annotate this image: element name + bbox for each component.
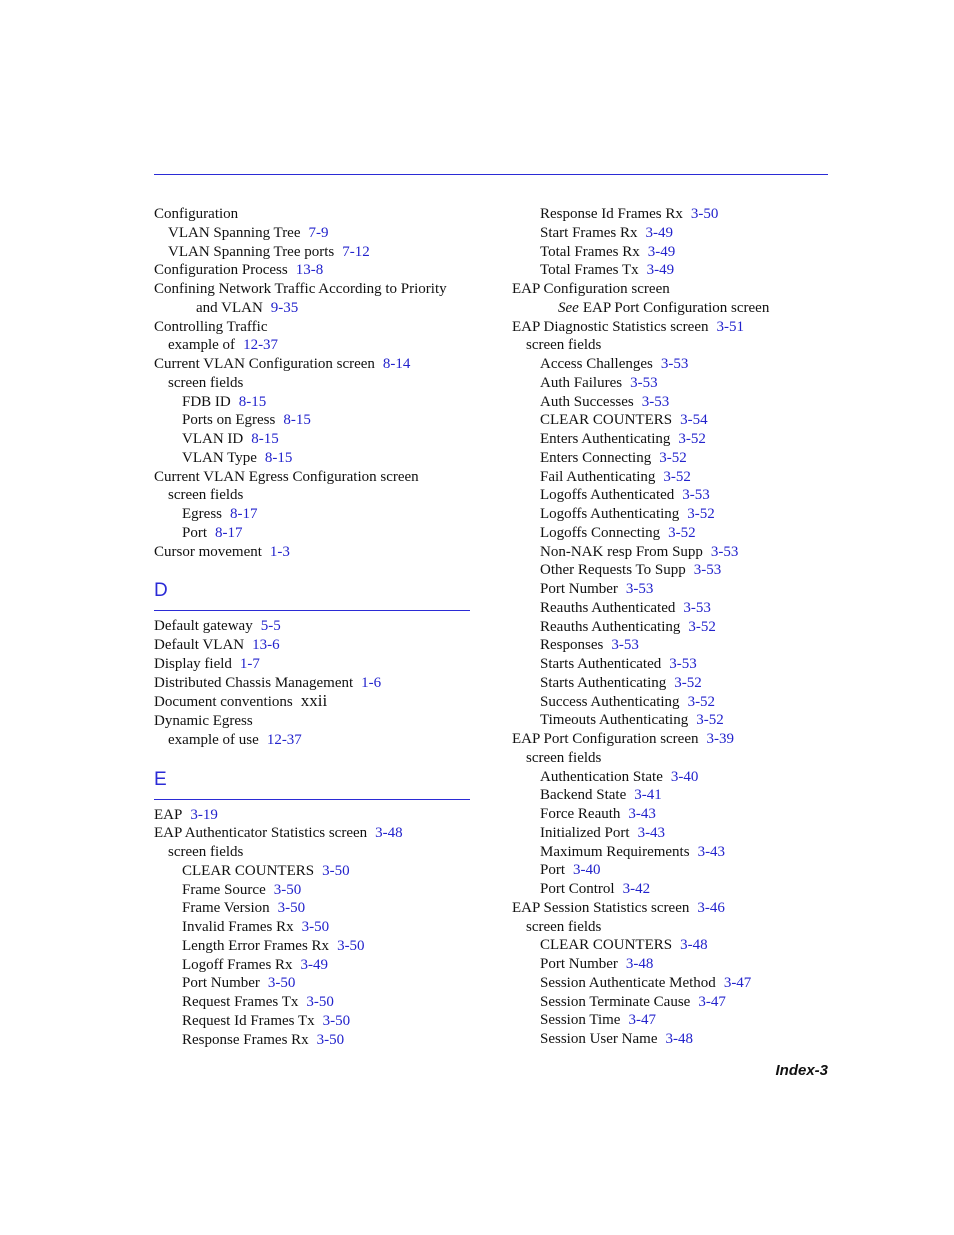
index-entry	[154, 655, 470, 674]
index-entry	[512, 505, 832, 524]
index-entry	[154, 336, 470, 355]
index-term: Response Frames Rx	[182, 1031, 309, 1048]
index-term: EAP Session Statistics screen	[512, 899, 690, 916]
index-entry	[512, 299, 832, 318]
index-entry	[154, 731, 470, 750]
index-entry	[512, 580, 832, 599]
index-entry	[512, 824, 832, 843]
page-reference-link[interactable]: 3-49	[647, 243, 676, 260]
index-term: Default VLAN	[154, 637, 245, 653]
index-entry	[154, 468, 470, 487]
section-rule-e	[154, 799, 470, 800]
index-term: Logoffs Authenticated	[540, 487, 675, 504]
page-reference-link[interactable]: 8-15	[251, 431, 279, 447]
page-reference-link[interactable]: 3-47	[723, 974, 752, 991]
section-letter-e: E	[154, 768, 167, 790]
index-term: example of use	[168, 731, 259, 748]
page-reference-link[interactable]: 3-43	[628, 806, 656, 822]
index-entry	[512, 1030, 832, 1049]
index-entry	[512, 486, 832, 505]
page-reference-link[interactable]: 3-52	[678, 431, 706, 447]
page-reference-link[interactable]: 3-53	[625, 581, 654, 597]
page-reference-link[interactable]: 3-40	[573, 862, 601, 879]
index-term: EAP Configuration screen	[512, 281, 670, 297]
page-reference-link[interactable]: 12-37	[266, 731, 302, 748]
index-entry	[154, 806, 470, 825]
index-term: Enters Connecting	[540, 449, 652, 466]
index-entry	[512, 1011, 832, 1030]
page-reference-link[interactable]: 3-19	[190, 806, 218, 823]
page-reference-link[interactable]: 3-53	[641, 393, 670, 410]
index-term: Total Frames Tx	[540, 262, 639, 279]
index-term: CLEAR COUNTERS	[182, 862, 315, 879]
page-reference-link[interactable]: 3-53	[710, 543, 739, 560]
index-entry	[512, 655, 832, 674]
see-reference-label: See	[558, 299, 579, 316]
page-reference-link[interactable]: 12-37	[243, 337, 279, 354]
page-reference-link[interactable]: 3-53	[693, 562, 722, 579]
page-reference-link[interactable]: 3-50	[337, 937, 365, 954]
index-entry	[512, 261, 832, 280]
index-term: Port Number	[540, 956, 618, 972]
index-entry	[512, 524, 832, 543]
index-entry	[512, 280, 832, 299]
header-rule	[154, 174, 828, 175]
index-term: Logoff Frames Rx	[182, 956, 293, 973]
page-reference-link[interactable]: 3-50	[267, 975, 296, 992]
index-term: FDB ID	[182, 393, 231, 410]
index-entry	[154, 636, 470, 655]
page-reference-link[interactable]: 3-54	[680, 412, 708, 429]
index-term: Port	[540, 862, 566, 879]
index-term: Reauths Authenticating	[540, 618, 681, 635]
index-term: Egress	[182, 506, 222, 522]
index-term: and VLAN	[196, 299, 263, 316]
index-term: Success Authenticating	[540, 693, 680, 710]
index-term: Confining Network Traffic According to Priority	[154, 281, 447, 297]
index-term: Session Time	[540, 1012, 621, 1029]
page-reference-link[interactable]: 3-50	[301, 919, 330, 935]
page-reference-link[interactable]: 3-50	[273, 881, 302, 898]
index-term: Request Frames Tx	[182, 994, 299, 1010]
index-entry	[154, 355, 470, 374]
index-entry	[154, 843, 470, 862]
index-entry	[512, 393, 832, 412]
page-reference-link[interactable]: 3-41	[634, 787, 662, 804]
index-term: screen fields	[168, 374, 244, 391]
index-term: Cursor movement	[154, 543, 262, 560]
index-entry	[154, 974, 470, 993]
page-reference-link[interactable]: 3-43	[637, 824, 666, 841]
index-term: Display field	[154, 655, 232, 672]
index-term: Start Frames Rx	[540, 224, 638, 241]
page-reference-link[interactable]: 13-6	[252, 637, 280, 653]
page-reference-link[interactable]: 1-7	[239, 655, 260, 672]
index-entry	[512, 411, 832, 430]
index-group-c	[154, 205, 470, 561]
index-term: Session Authenticate Method	[540, 974, 716, 991]
index-entry	[512, 899, 832, 918]
index-term: screen fields	[168, 487, 244, 504]
page-reference-link[interactable]: 3-47	[628, 1012, 656, 1029]
index-entry	[512, 561, 832, 580]
page-reference-link[interactable]: 3-50	[322, 862, 350, 879]
page-reference-link[interactable]: 3-53	[611, 637, 639, 654]
index-entry	[512, 861, 832, 880]
page-number: Index-3	[775, 1062, 828, 1079]
index-entry	[154, 430, 470, 449]
page-reference-link[interactable]: 3-52	[674, 674, 702, 691]
index-entry	[512, 974, 832, 993]
section-letter-d: D	[154, 580, 168, 602]
index-term: Frame Source	[182, 881, 266, 898]
index-term: Logoffs Authenticating	[540, 506, 680, 522]
index-entry	[154, 449, 470, 468]
index-column-left	[154, 205, 470, 1049]
index-entry	[154, 918, 470, 937]
index-term: Response Id Frames Rx	[540, 206, 683, 222]
index-entry	[154, 205, 470, 224]
index-entry	[512, 468, 832, 487]
index-term: Default gateway	[154, 618, 253, 635]
page-reference-link[interactable]: 3-53	[683, 599, 711, 616]
index-term: Request Id Frames Tx	[182, 1012, 315, 1029]
page-reference-link[interactable]: 3-52	[688, 618, 716, 635]
page-reference-link[interactable]: 3-48	[375, 825, 403, 842]
page-reference-link[interactable]: 13-8	[295, 262, 324, 279]
index-entry	[154, 374, 470, 393]
index-term: EAP Authenticator Statistics screen	[154, 825, 368, 842]
index-term: Access Challenges	[540, 356, 653, 372]
index-term: Port	[182, 524, 208, 541]
index-term: EAP Port Configuration screen	[582, 299, 770, 316]
page-reference-link[interactable]: 3-46	[697, 899, 725, 916]
index-entry	[512, 449, 832, 468]
page-reference-link[interactable]: 3-53	[660, 356, 689, 372]
index-term: Maximum Requirements	[540, 843, 690, 860]
index-term: Starts Authenticating	[540, 674, 667, 691]
index-entry	[512, 843, 832, 862]
index-term: Reauths Authenticated	[540, 599, 676, 616]
index-entry	[512, 355, 832, 374]
index-term: EAP Port Configuration screen	[512, 731, 699, 747]
index-entry	[512, 336, 832, 355]
index-entry	[512, 880, 832, 899]
page-reference: xxii	[300, 691, 328, 711]
page-reference-link[interactable]: 3-48	[625, 956, 654, 972]
index-term: Authentication State	[540, 768, 663, 785]
index-column-right	[512, 205, 832, 1049]
index-term: screen fields	[526, 918, 602, 935]
index-entry	[154, 1031, 470, 1050]
index-entry	[154, 881, 470, 900]
page-reference-link[interactable]: 3-49	[646, 262, 675, 279]
index-term: Force Reauth	[540, 806, 621, 822]
page-reference-link[interactable]: 8-17	[215, 524, 243, 541]
page-reference-link[interactable]: 3-53	[682, 487, 710, 504]
index-entry	[512, 543, 832, 562]
index-entry	[154, 712, 470, 731]
index-entry	[512, 955, 832, 974]
index-term: Responses	[540, 637, 604, 654]
index-term: Session User Name	[540, 1031, 658, 1047]
page-reference-link[interactable]: 3-40	[670, 768, 699, 785]
index-term: EAP Diagnostic Statistics screen	[512, 318, 709, 335]
index-entry	[512, 730, 832, 749]
index-term: Configuration	[154, 206, 239, 222]
index-group-e	[154, 806, 470, 1050]
index-entry	[154, 937, 470, 956]
index-term: Distributed Chassis Management	[154, 674, 354, 691]
index-entry	[154, 224, 470, 243]
index-entry	[154, 862, 470, 881]
index-entry	[154, 318, 470, 337]
page-reference-link[interactable]: 8-17	[230, 506, 258, 522]
index-term: Controlling Traffic	[154, 318, 268, 335]
page-reference-link[interactable]: 3-43	[697, 843, 726, 860]
index-entry	[512, 205, 832, 224]
index-entry	[512, 693, 832, 712]
page-reference-link[interactable]: 7-12	[342, 243, 370, 260]
index-term: VLAN Type	[182, 449, 257, 466]
page-reference-link[interactable]: 3-52	[687, 693, 716, 710]
index-entry	[154, 505, 470, 524]
index-term: Auth Successes	[540, 393, 634, 410]
index-entry	[512, 674, 832, 693]
index-term: Backend State	[540, 787, 627, 804]
index-entry	[512, 786, 832, 805]
page-reference-link[interactable]: 3-50	[316, 1031, 345, 1048]
index-entry	[512, 768, 832, 787]
index-term: CLEAR COUNTERS	[540, 412, 673, 429]
page-reference-link[interactable]: 3-42	[622, 881, 651, 897]
index-term: Port Number	[182, 975, 260, 992]
index-entry	[154, 617, 470, 636]
index-term: VLAN Spanning Tree ports	[168, 243, 335, 260]
section-heading-e	[154, 769, 470, 806]
index-term: VLAN ID	[182, 431, 244, 447]
index-term: Current VLAN Configuration screen	[154, 356, 375, 372]
index-entry	[512, 936, 832, 955]
page-reference-link[interactable]: 9-35	[270, 299, 299, 316]
index-entry	[154, 486, 470, 505]
index-term: Frame Version	[182, 900, 270, 917]
index-term: example of	[168, 337, 236, 354]
page-reference-link[interactable]: 5-5	[260, 618, 281, 635]
index-term: Document conventions	[154, 694, 293, 711]
index-term: Configuration Process	[154, 262, 288, 279]
page-reference-link[interactable]: 3-52	[663, 468, 691, 485]
index-entry	[512, 618, 832, 637]
index-entry	[154, 543, 470, 562]
index-group-d	[154, 617, 470, 749]
index-term: Timeouts Authenticating	[540, 712, 689, 729]
index-term: Starts Authenticated	[540, 656, 662, 672]
page-reference-link[interactable]: 3-48	[665, 1031, 693, 1047]
page-reference-link[interactable]: 1-6	[361, 674, 382, 691]
index-term: Logoffs Connecting	[540, 524, 661, 541]
page-reference-link[interactable]: 8-15	[264, 449, 293, 466]
index-entry	[154, 899, 470, 918]
index-term: CLEAR COUNTERS	[540, 937, 673, 954]
page-reference-link[interactable]: 3-50	[277, 900, 306, 917]
page-reference-link[interactable]: 3-50	[322, 1012, 351, 1029]
index-entry	[154, 524, 470, 543]
index-term: Session Terminate Cause	[540, 993, 691, 1010]
index-entry	[512, 918, 832, 937]
page-reference-link[interactable]: 3-52	[668, 524, 696, 541]
page-reference-link[interactable]: 3-53	[630, 374, 658, 391]
index-term: Auth Failures	[540, 374, 623, 391]
index-entry	[154, 299, 470, 318]
index-term: screen fields	[526, 749, 602, 766]
index-entry	[154, 393, 470, 412]
page-reference-link[interactable]: 8-15	[283, 412, 311, 429]
index-entry	[512, 636, 832, 655]
index-entry	[512, 318, 832, 337]
index-entry	[154, 411, 470, 430]
index-term: VLAN Spanning Tree	[168, 224, 301, 241]
index-term: Other Requests To Supp	[540, 562, 686, 579]
index-term: EAP	[154, 806, 183, 823]
index-term: Port Number	[540, 581, 618, 597]
index-entry	[512, 993, 832, 1012]
page-reference-link[interactable]: 3-51	[716, 318, 744, 335]
index-term: screen fields	[168, 844, 244, 860]
page-reference-link[interactable]: 3-52	[687, 506, 715, 522]
section-rule-d	[154, 610, 470, 611]
index-term: screen fields	[526, 337, 602, 354]
index-entry	[154, 824, 470, 843]
page-reference-link[interactable]: 8-14	[382, 356, 411, 372]
index-entry	[154, 993, 470, 1012]
page-reference-link[interactable]: 8-15	[238, 393, 267, 410]
page-reference-link[interactable]: 3-52	[696, 712, 724, 729]
index-entry	[154, 692, 470, 712]
index-entry	[512, 243, 832, 262]
index-entry	[154, 243, 470, 262]
index-entry	[154, 261, 470, 280]
page-reference-link[interactable]: 3-47	[698, 993, 726, 1010]
index-term: Current VLAN Egress Configuration screen	[154, 468, 419, 485]
index-term: Length Error Frames Rx	[182, 937, 330, 954]
page-reference-link[interactable]: 3-49	[645, 224, 673, 241]
index-entry	[512, 711, 832, 730]
page-reference-link[interactable]: 1-3	[269, 543, 290, 560]
index-entry	[512, 374, 832, 393]
index-entry	[512, 749, 832, 768]
index-term: Dynamic Egress	[154, 713, 253, 729]
index-term: Ports on Egress	[182, 412, 276, 429]
index-term: Initialized Port	[540, 824, 630, 841]
index-term: Port Control	[540, 881, 615, 897]
index-entry	[154, 1012, 470, 1031]
index-entry	[512, 224, 832, 243]
index-entry	[512, 599, 832, 618]
index-entry	[512, 805, 832, 824]
page-reference-link[interactable]: 3-48	[680, 937, 708, 954]
index-term: Non-NAK resp From Supp	[540, 543, 703, 560]
index-term: Total Frames Rx	[540, 243, 640, 260]
index-term: Fail Authenticating	[540, 468, 656, 485]
page-reference-link[interactable]: 7-9	[308, 224, 329, 241]
index-entry	[154, 956, 470, 975]
page-reference-link[interactable]: 3-39	[706, 731, 734, 747]
index-entry	[512, 430, 832, 449]
page-reference-link[interactable]: 3-52	[659, 449, 687, 466]
page-reference-link[interactable]: 3-53	[669, 656, 697, 672]
index-term: Enters Authenticating	[540, 431, 671, 447]
section-heading-d	[154, 580, 470, 617]
page-reference-link[interactable]: 3-49	[300, 956, 329, 973]
index-term: Invalid Frames Rx	[182, 919, 294, 935]
index-entry	[154, 280, 470, 299]
page-reference-link[interactable]: 3-50	[306, 994, 334, 1010]
index-entry	[154, 674, 470, 693]
page-reference-link[interactable]: 3-50	[690, 206, 719, 222]
